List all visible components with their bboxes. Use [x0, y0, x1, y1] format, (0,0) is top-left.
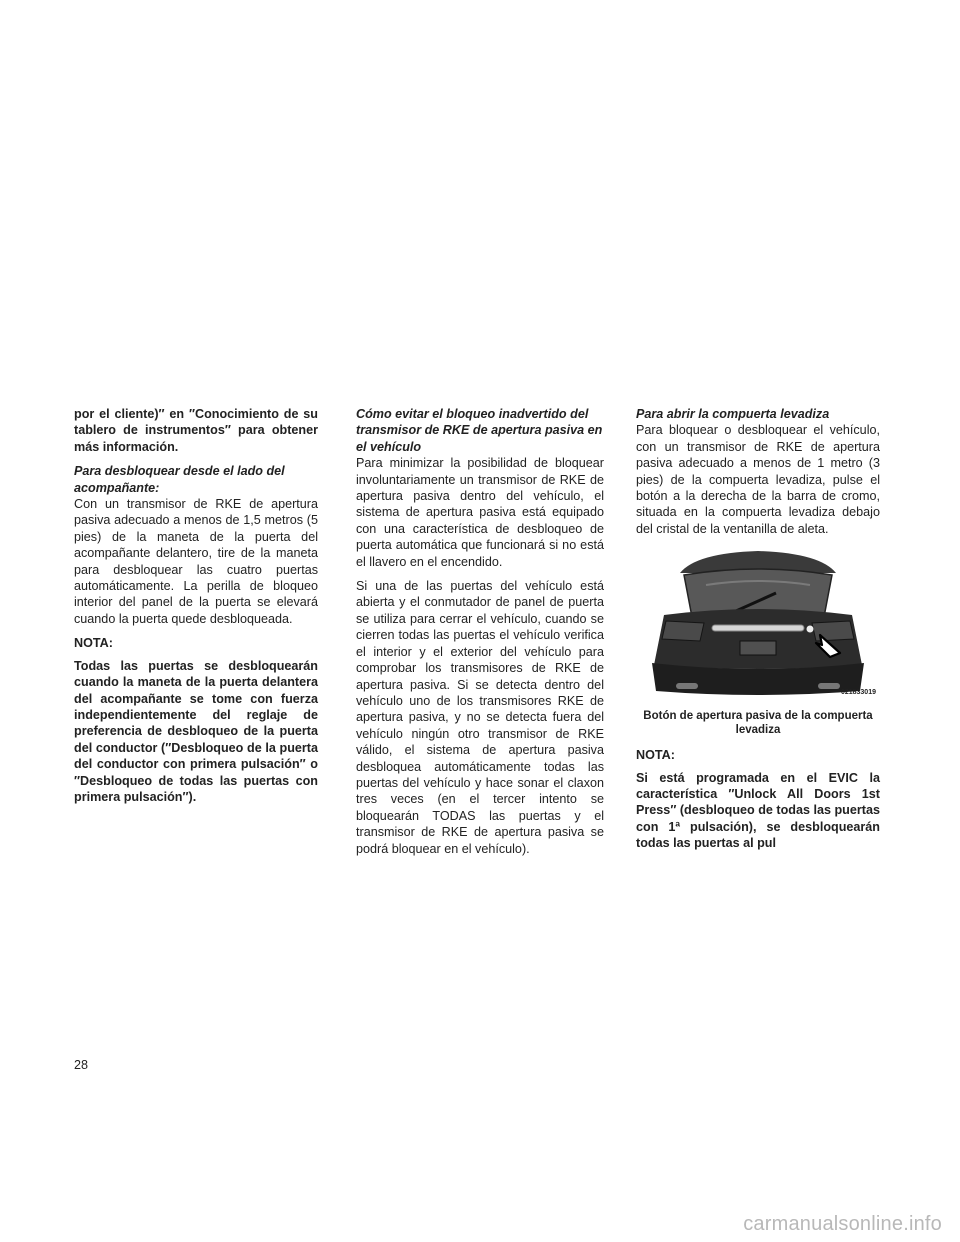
watermark: carmanualsonline.info — [743, 1213, 942, 1235]
note-paragraph: Si está programada en el EVIC la característica ″Unlock All Doors 1st Press″ (desbloqueo de todas las puertas con 1ª pulsación), se desbloquearán todas las puertas al pul — [636, 770, 880, 851]
liftgate-illustration — [636, 545, 880, 707]
body-paragraph: Con un transmisor de RKE de apertura pasiva adecuado a menos de 1,5 metros (5 pies) de la maneta de la puerta del acompañante delantero, tire de la maneta para desbloquear las cuatro puertas automáticamente. La perilla de bloqueo interior del panel de la puerta se elevará cuando la puerta quede desbloqueada. — [74, 497, 318, 626]
section-heading-liftgate: Para abrir la compuerta levadiza — [636, 407, 830, 421]
note-label: NOTA: — [636, 748, 675, 763]
continued-paragraph: por el cliente)″ en ″Conocimiento de su tablero de instrumentos″ para obtener más información. — [74, 407, 318, 454]
middle-column — [356, 406, 604, 865]
suv-rear-image — [636, 545, 880, 707]
figure-caption: Botón de apertura pasiva de la compuerta levadiza — [643, 710, 873, 737]
section-heading-avoid-lockout: Cómo evitar el bloqueo inadvertido del transmisor de RKE de apertura pasiva en el vehículo — [356, 407, 603, 454]
section-heading-passenger-unlock: Para desbloquear desde el lado del acompañante: — [74, 464, 285, 495]
body-paragraph: Para bloquear o desbloquear el vehículo, con un transmisor de RKE de apertura pasiva adecuado a menos de 1 metro (3 pies) de la compuerta levadiza, pulse el botón a la derecha de la barra de cromo, situada en la compuerta levadiza debajo del cristal de la ventanilla de aleta. — [636, 423, 880, 536]
page-number: 28 — [74, 1058, 89, 1072]
note-paragraph: Todas las puertas se desbloquearán cuando la maneta de la puerta delantera del acompañante se tome con fuerza independientemente del reglaje de preferencia de desbloqueo de la puerta del conductor (″Desbloqueo de la puerta del conductor con primera pulsación″ o ″Desbloqueo de todas las puertas con primera pulsación″). — [74, 658, 318, 804]
body-paragraph: Si una de las puertas del vehículo está abierta y el conmutador de panel de puerta se utiliza para cerrar el vehículo, cuando se cierren todas las puertas el vehículo verifica el interior y el exterior del vehículo para comprobar los transmisores de RKE de apertura pasiva. Si se detecta dentro del vehículo uno de los transmisores RKE de apertura pasiva, y no se detecta fuera del vehículo ningún otro transmisor de RKE válido, el sistema de apertura pasiva desbloquea automáticamente todas las puertas del vehículo y hace sonar el claxon tres veces (en el tercer intento se bloquearán TODAS las puertas y el transmisor de RKE de apertura pasiva se podrá bloquear en el vehículo). — [356, 579, 604, 856]
right-column — [636, 406, 880, 860]
figure-code: 021833019 — [840, 688, 876, 696]
note-label: NOTA: — [74, 636, 113, 651]
body-paragraph: Para minimizar la posibilidad de bloquear involuntariamente un transmisor de RKE de apertura pasiva dentro del vehículo, el sistema de apertura pasiva está equipado con una característica de desbloqueo de puerta automática que funcionará si no está el llavero en el encendido. — [356, 456, 604, 569]
left-column — [74, 406, 318, 813]
